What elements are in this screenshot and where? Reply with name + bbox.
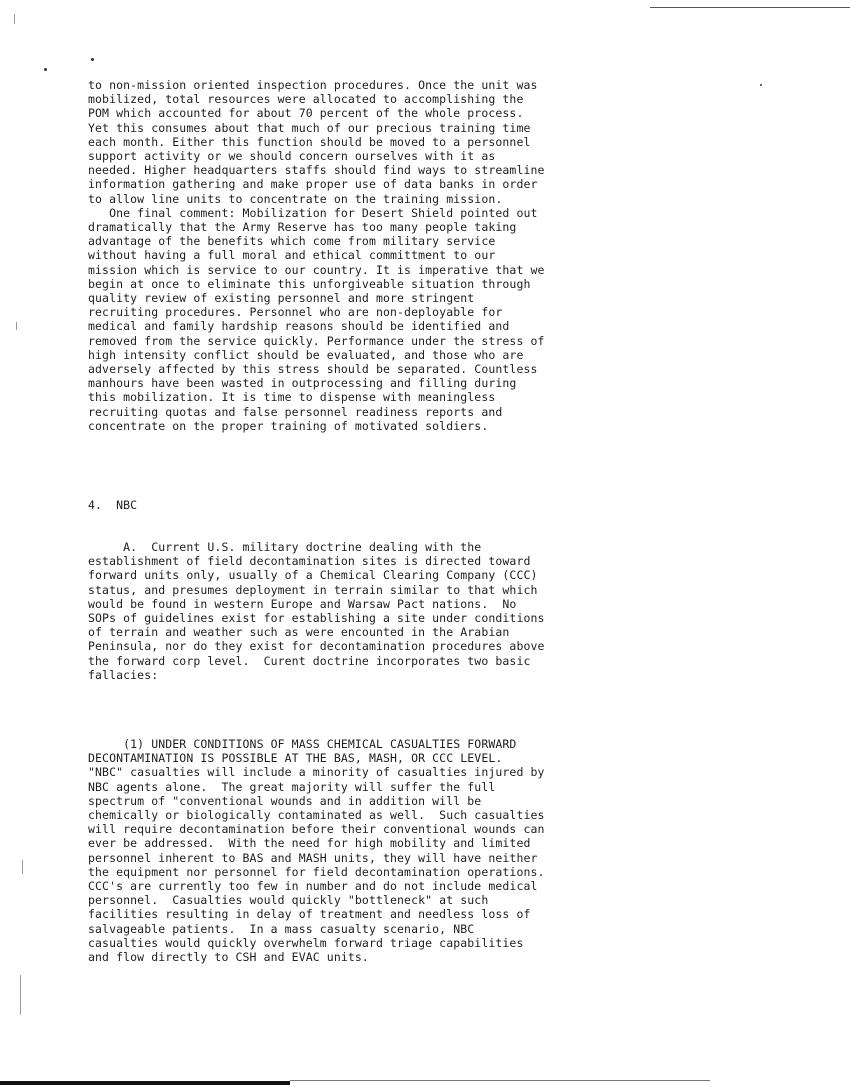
body-paragraph-1: (1) UNDER CONDITIONS OF MASS CHEMICAL CASUALTIES FORWARD DECONTAMINATION IS POSSIBLE AT THE BAS, MASH, OR CCC LEVEL. "NBC" casualties will include a minority of casualties injured by NBC agents alone. The great majority will suffer the full spectrum of "conventional wounds and in addition will be chemically or biologically contaminated as well. Such casualties will require decontamination before their conventional wounds can ever be addressed. With the need for high mobility and limited personnel inherent to BAS and MASH units, they will have neither the equipment nor personnel for field decontamination operations. CCC's are currently too few in number and do not include medical personnel. Casualties would quickly "bottleneck" at such facilities resulting in delay of treatment and needless loss of salvageable patients. In a mass casualty scenario, NBC casualties would quickly overwhelm forward triage capabilities and flow directly to CSH and EVAC units. <box>88 737 545 965</box>
section-heading: 4. NBC <box>88 498 138 512</box>
scan-rule-bottom-thin <box>290 1080 710 1081</box>
scan-speck <box>44 68 47 71</box>
scan-margin-mark <box>20 975 21 1015</box>
scan-margin-mark <box>14 14 15 24</box>
body-paragraph-a: A. Current U.S. military doctrine dealing with the establishment of field decontamination sites is directed toward forward units only, usually of a Chemical Clearing Company (CCC) status, and presumes deployment in terrain similar to that which would be found in western Europe and Warsaw Pact nations. No SOPs of guidelines exist for establishing a site under conditions of terrain and weather such as were encounted in the Arabian Peninsula, nor do they exist for decontamination procedures above the forward corp level. Curent doctrine incorporates two basic fallacies: <box>88 540 545 682</box>
body-paragraph-intro: to non-mission oriented inspection procedures. Once the unit was mobilized, total resources were allocated to accomplishing the POM which accounted for about 70 percent of the whole process. Yet this consumes about that much of our precious training time each month. Either this function should be moved to a personnel support activity or we should concern ourselves with it as needed. Higher headquarters staffs should find ways to streamline information gathering and make proper use of data banks in order to allow line units to concentrate on the training mission. One final comment: Mobilization for Desert Shield pointed out dramatically that the Army Reserve has too many people taking advantage of the benefits which come from military service without having a full moral and ethical committment to our mission which is service to our country. It is imperative that we begin at once to eliminate this unforgiveable situation through quality review of existing personnel and more stringent recruiting procedures. Personnel who are non-deployable for medical and family hardship reasons should be identified and removed from the service quickly. Performance under the stress of high intensity conflict should be evaluated, and those who are adversely affected by this stress should be separated. Countless manhours have been wasted in outprocessing and filling during this mobilization. It is time to dispense with meaningless recruiting quotas and false personnel readiness reports and concentrate on the proper training of motivated soldiers. <box>88 78 545 433</box>
scan-rule-top <box>650 7 850 8</box>
scan-margin-mark <box>22 860 23 874</box>
scan-speck <box>91 58 94 61</box>
scan-rule-bottom <box>0 1081 290 1085</box>
scan-margin-mark <box>16 322 17 330</box>
